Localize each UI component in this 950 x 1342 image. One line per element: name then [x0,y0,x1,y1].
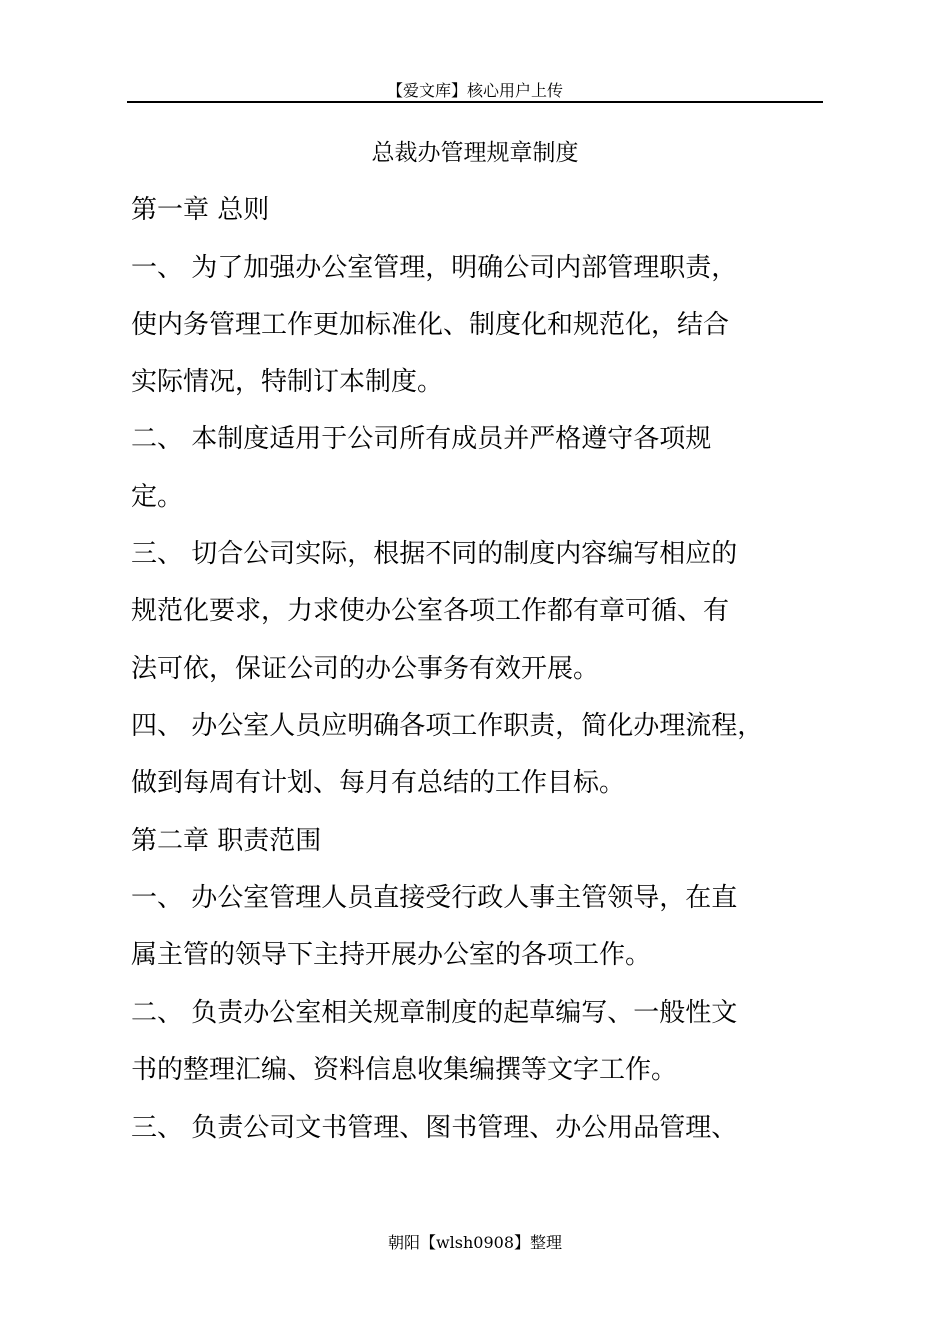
body-line: 一、 办公室管理人员直接受行政人事主管领导，在直 [131,883,738,913]
body-line: 法可依，保证公司的办公事务有效开展。 [131,654,600,684]
body-line: 三、 切合公司实际，根据不同的制度内容编写相应的 [131,539,738,569]
body-line: 书的整理汇编、资料信息收集编撰等文字工作。 [131,1055,678,1085]
body-line: 定。 [131,482,184,512]
chapter-heading: 第二章 职责范围 [131,826,322,856]
body-line: 做到每周有计划、每月有总结的工作目标。 [131,768,626,798]
chapter-heading: 第一章 总则 [131,195,270,225]
body-line: 实际情况，特制订本制度。 [131,367,444,397]
body-line: 使内务管理工作更加标准化、制度化和规范化，结合 [131,310,730,340]
body-line: 二、 本制度适用于公司所有成员并严格遵守各项规 [131,424,712,454]
body-line: 属主管的领导下主持开展办公室的各项工作。 [131,940,652,970]
body-line: 规范化要求，力求使办公室各项工作都有章可循、有 [131,596,730,626]
page-header-text: 【爱文库】核心用户上传 [386,81,563,100]
body-line: 三、 负责公司文书管理、图书管理、办公用品管理、 [131,1113,738,1143]
body-line: 四、 办公室人员应明确各项工作职责，简化办理流程， [131,711,764,741]
body-line: 一、 为了加强办公室管理，明确公司内部管理职责， [131,253,738,283]
document-title: 总裁办管理规章制度 [371,140,579,166]
body-line: 二、 负责办公室相关规章制度的起草编写、一般性文 [131,998,738,1028]
page-footer-text: 朝阳【wlsh0908】整理 [387,1233,563,1252]
header-divider [127,101,823,103]
